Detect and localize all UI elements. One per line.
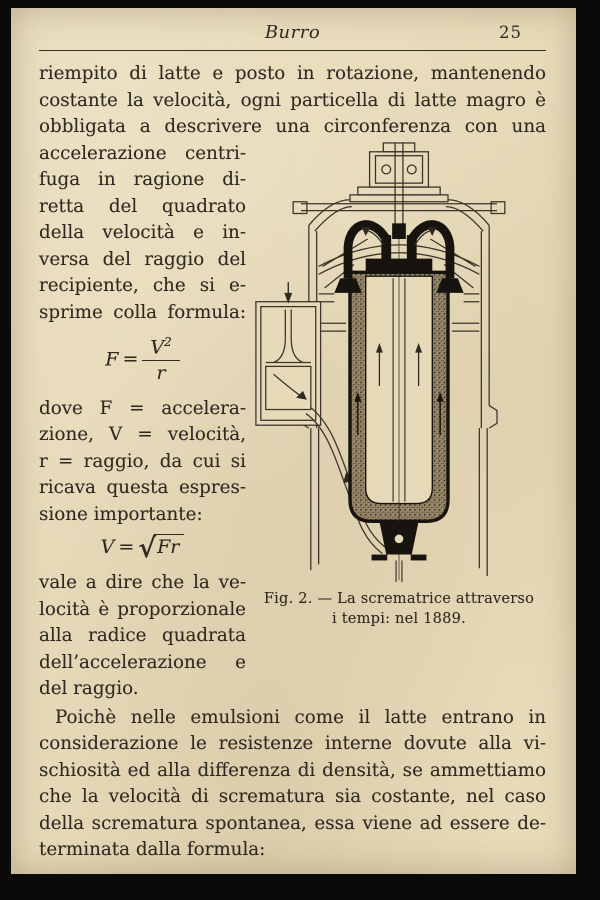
formula-lhs: F <box>105 348 119 371</box>
book-page <box>11 8 576 874</box>
feed-tank <box>256 282 321 425</box>
intro-paragraph <box>39 61 546 141</box>
text-line: sione importante: <box>39 503 203 525</box>
formula-velocity <box>39 533 246 565</box>
cream-separator-drawing <box>252 141 546 584</box>
text-line: zione, V = velocità, <box>39 424 246 446</box>
text-line: accelerazione centri- <box>39 142 246 164</box>
equals-sign: = <box>122 348 139 371</box>
radicand: Fr <box>154 534 184 558</box>
text-line: obbligata a descrivere una circonferenza con una <box>39 116 546 137</box>
text-line: del raggio. <box>39 678 139 700</box>
text-line: vale a dire che la ve- <box>39 572 246 594</box>
equals-sign: = <box>118 536 135 559</box>
figure-caption <box>264 589 534 629</box>
caption-line: Fig. 2. — La scrematrice attraverso <box>263 590 535 608</box>
text-line: che la velocità di scrematura sia costante, nel caso <box>39 786 546 808</box>
text-line: ricava questa espres- <box>39 477 246 499</box>
wrapped-section <box>39 141 546 703</box>
text-line: versa del raggio del <box>39 248 246 270</box>
text-line: costante la velocità, ogni particella di latte magro è <box>39 89 546 111</box>
text-line: r = raggio, da cui si <box>39 450 246 472</box>
text-line: fuga in ragione di- <box>39 169 246 190</box>
text-line: alla radice quadrata <box>39 625 246 647</box>
body-text <box>39 61 546 864</box>
text-line: dell’accelerazione e <box>39 651 246 673</box>
text-line: recipiente, che si e- <box>39 275 246 296</box>
text-line: schiosità ed alla differenza di densità, se ammettiamo <box>39 759 546 781</box>
formula-centrifugal-acceleration <box>39 335 246 386</box>
text-line: dove F = accelera- <box>39 397 246 419</box>
text-line: retta del quadrato <box>39 195 246 217</box>
text-line: della velocità e in- <box>39 222 246 243</box>
left-text-column <box>39 141 246 703</box>
text-line: terminata dalla formula: <box>39 839 266 861</box>
formula-lhs: V <box>100 536 115 559</box>
fraction-numerator: $V^2$ <box>150 335 172 359</box>
closing-paragraph <box>39 705 546 864</box>
header-rule <box>39 50 546 51</box>
running-title: Burro <box>264 22 321 43</box>
text-line: Poichè nelle emulsioni come il latte entrano in <box>55 706 546 728</box>
page-number: 25 <box>499 23 522 42</box>
text-line: sprime colla formula: <box>39 301 246 323</box>
radical-sign: √ <box>138 533 157 565</box>
text-line: riempito di latte e posto in rotazione, mantenendo <box>39 63 546 84</box>
text-line: locità è proporzionale <box>39 598 246 620</box>
figure-column <box>252 141 546 703</box>
caption-line: i tempi: nel 1889. <box>332 610 466 628</box>
page-header <box>39 22 546 48</box>
fraction <box>142 335 179 386</box>
text-line: considerazione le resistenze interne dovute alla vi- <box>39 733 546 755</box>
fraction-denominator: r <box>142 360 179 386</box>
text-line: della scrematura spontanea, essa viene ad essere de- <box>39 812 546 834</box>
